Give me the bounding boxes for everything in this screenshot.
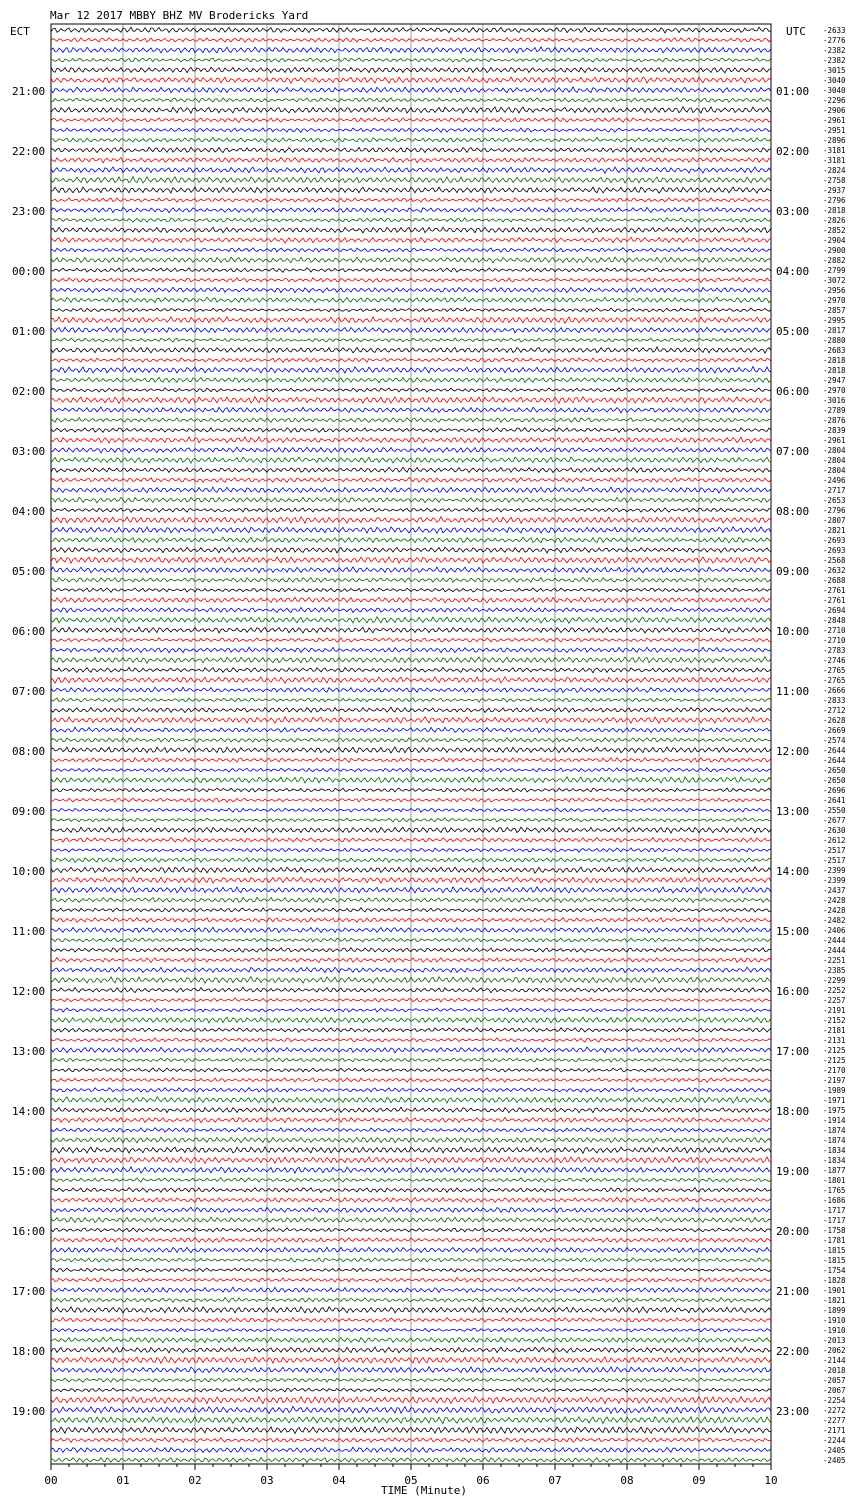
- trace-offset-label: -2904: [823, 236, 846, 245]
- trace-offset-label: -2628: [823, 716, 846, 725]
- left-hour-label: 04:00: [12, 505, 46, 518]
- trace-offset-label: -2437: [823, 886, 846, 895]
- trace-offset-label: -2796: [823, 506, 846, 515]
- trace-offset-label: -2818: [823, 356, 846, 365]
- trace-offset-label: -1781: [823, 1236, 846, 1245]
- left-hour-label: 16:00: [12, 1225, 46, 1238]
- x-tick-label: 08: [620, 1474, 634, 1487]
- trace-offset-label: -2653: [823, 496, 846, 505]
- trace-offset-label: -2650: [823, 766, 846, 775]
- trace-offset-label: -2669: [823, 726, 846, 735]
- trace-offset-label: -2517: [823, 856, 846, 865]
- trace-offset-label: -2783: [823, 646, 846, 655]
- trace-offset-label: -2937: [823, 186, 846, 195]
- left-hour-label: 21:00: [12, 85, 46, 98]
- left-hour-label: 19:00: [12, 1405, 46, 1418]
- trace-offset-label: -2550: [823, 806, 846, 815]
- left-hour-label: 01:00: [12, 325, 46, 338]
- trace-offset-label: -2152: [823, 1016, 846, 1025]
- trace-offset-label: -2296: [823, 96, 846, 105]
- trace-offset-label: -1874: [823, 1126, 846, 1135]
- trace-offset-label: -2839: [823, 426, 846, 435]
- right-hour-label: 10:00: [776, 625, 810, 638]
- trace-offset-label: -2882: [823, 256, 846, 265]
- trace-offset-label: -2013: [823, 1336, 846, 1345]
- trace-offset-label: -3040: [823, 86, 846, 95]
- left-hour-label: 17:00: [12, 1285, 46, 1298]
- chart-title: Mar 12 2017 MBBY BHZ MV Brodericks Yard: [50, 9, 309, 22]
- trace-offset-label: -2961: [823, 116, 846, 125]
- trace-offset-label: -2666: [823, 686, 846, 695]
- trace-offset-label: -2876: [823, 416, 846, 425]
- trace-offset-label: -2694: [823, 606, 846, 615]
- right-hour-label: 08:00: [776, 505, 810, 518]
- trace-offset-label: -2824: [823, 166, 846, 175]
- trace-offset-label: -2995: [823, 316, 846, 325]
- trace-offset-label: -2961: [823, 436, 846, 445]
- trace-offset-label: -1828: [823, 1276, 846, 1285]
- left-hour-label: 03:00: [12, 445, 46, 458]
- trace-offset-label: -2789: [823, 406, 846, 415]
- trace-offset-label: -2444: [823, 946, 846, 955]
- trace-offset-label: -2612: [823, 836, 846, 845]
- right-hour-label: 19:00: [776, 1165, 810, 1178]
- x-tick-label: 03: [260, 1474, 274, 1487]
- trace-offset-label: -2818: [823, 206, 846, 215]
- x-tick-label: 07: [548, 1474, 562, 1487]
- left-hour-label: 15:00: [12, 1165, 46, 1178]
- trace-offset-label: -2144: [823, 1356, 846, 1365]
- trace-offset-label: -2712: [823, 706, 846, 715]
- right-hour-label: 03:00: [776, 205, 810, 218]
- trace-offset-label: -1821: [823, 1296, 846, 1305]
- trace-offset-label: -2382: [823, 46, 846, 55]
- right-hour-label: 17:00: [776, 1045, 810, 1058]
- trace-offset-label: -2804: [823, 456, 846, 465]
- left-hour-label: 13:00: [12, 1045, 46, 1058]
- trace-offset-label: -1834: [823, 1156, 846, 1165]
- x-tick-label: 10: [764, 1474, 778, 1487]
- trace-offset-label: -2170: [823, 1066, 846, 1075]
- trace-offset-label: -2688: [823, 576, 846, 585]
- trace-offset-label: -2956: [823, 286, 846, 295]
- trace-offset-label: -2496: [823, 476, 846, 485]
- trace-offset-label: -1834: [823, 1146, 846, 1155]
- x-tick-label: 04: [332, 1474, 346, 1487]
- trace-offset-label: -1686: [823, 1196, 846, 1205]
- left-hour-label: 22:00: [12, 145, 46, 158]
- left-hour-label: 11:00: [12, 925, 46, 938]
- trace-offset-label: -2765: [823, 666, 846, 675]
- trace-offset-label: -2131: [823, 1036, 846, 1045]
- trace-offset-label: -2796: [823, 196, 846, 205]
- trace-offset-label: -2644: [823, 756, 846, 765]
- trace-offset-label: -2758: [823, 176, 846, 185]
- trace-offset-label: -2057: [823, 1376, 846, 1385]
- trace-offset-label: -2633: [823, 26, 846, 35]
- right-hour-label: 01:00: [776, 85, 810, 98]
- x-tick-label: 02: [188, 1474, 202, 1487]
- trace-offset-label: -2067: [823, 1386, 846, 1395]
- trace-offset-label: -2951: [823, 126, 846, 135]
- trace-offset-label: -2761: [823, 596, 846, 605]
- trace-offset-label: -1874: [823, 1136, 846, 1145]
- trace-offset-label: -2677: [823, 816, 846, 825]
- trace-offset-label: -2568: [823, 556, 846, 565]
- trace-offset-label: -1989: [823, 1086, 846, 1095]
- trace-offset-label: -1765: [823, 1186, 846, 1195]
- trace-offset-label: -3072: [823, 276, 846, 285]
- trace-offset-label: -2821: [823, 526, 846, 535]
- trace-offset-label: -2765: [823, 676, 846, 685]
- trace-offset-label: -2970: [823, 296, 846, 305]
- right-hour-label: 06:00: [776, 385, 810, 398]
- left-hour-label: 10:00: [12, 865, 46, 878]
- trace-offset-label: -1910: [823, 1316, 846, 1325]
- x-tick-label: 05: [404, 1474, 418, 1487]
- trace-offset-label: -3015: [823, 66, 846, 75]
- trace-offset-label: -2833: [823, 696, 846, 705]
- right-hour-label: 04:00: [776, 265, 810, 278]
- trace-offset-label: -2630: [823, 826, 846, 835]
- trace-offset-label: -2826: [823, 216, 846, 225]
- trace-offset-label: -2125: [823, 1046, 846, 1055]
- trace-offset-label: -3181: [823, 156, 846, 165]
- trace-offset-label: -2641: [823, 796, 846, 805]
- trace-offset-label: -1717: [823, 1206, 846, 1215]
- trace-offset-label: -2693: [823, 536, 846, 545]
- trace-offset-label: -2696: [823, 786, 846, 795]
- trace-offset-label: -2896: [823, 136, 846, 145]
- right-hour-label: 11:00: [776, 685, 810, 698]
- trace-offset-label: -2799: [823, 266, 846, 275]
- left-hour-label: 14:00: [12, 1105, 46, 1118]
- trace-offset-label: -2428: [823, 906, 846, 915]
- right-hour-label: 12:00: [776, 745, 810, 758]
- trace-offset-label: -2804: [823, 446, 846, 455]
- left-hour-label: 18:00: [12, 1345, 46, 1358]
- trace-offset-label: -2880: [823, 336, 846, 345]
- trace-offset-label: -1910: [823, 1326, 846, 1335]
- trace-offset-label: -1877: [823, 1166, 846, 1175]
- right-hour-label: 02:00: [776, 145, 810, 158]
- trace-offset-label: -2970: [823, 386, 846, 395]
- trace-offset-label: -2818: [823, 366, 846, 375]
- trace-offset-label: -3181: [823, 146, 846, 155]
- left-hour-label: 05:00: [12, 565, 46, 578]
- trace-offset-label: -2405: [823, 1446, 846, 1455]
- right-hour-label: 20:00: [776, 1225, 810, 1238]
- right-hour-label: 14:00: [776, 865, 810, 878]
- trace-offset-label: -2272: [823, 1406, 846, 1415]
- trace-offset-label: -2710: [823, 636, 846, 645]
- trace-offset-label: -2710: [823, 626, 846, 635]
- trace-offset-label: -2299: [823, 976, 846, 985]
- trace-offset-label: -2252: [823, 986, 846, 995]
- trace-offset-label: -2382: [823, 56, 846, 65]
- trace-offset-label: -2244: [823, 1436, 846, 1445]
- right-hour-label: 15:00: [776, 925, 810, 938]
- trace-offset-label: -1815: [823, 1246, 846, 1255]
- left-hour-label: 08:00: [12, 745, 46, 758]
- trace-offset-label: -1801: [823, 1176, 846, 1185]
- left-hour-label: 23:00: [12, 205, 46, 218]
- left-hour-label: 00:00: [12, 265, 46, 278]
- trace-offset-label: -1914: [823, 1116, 846, 1125]
- x-tick-label: 01: [116, 1474, 130, 1487]
- left-hour-label: 02:00: [12, 385, 46, 398]
- trace-offset-label: -2746: [823, 656, 846, 665]
- trace-offset-label: -2776: [823, 36, 846, 45]
- trace-offset-label: -2257: [823, 996, 846, 1005]
- trace-offset-label: -1899: [823, 1306, 846, 1315]
- trace-offset-label: -2428: [823, 896, 846, 905]
- trace-offset-label: -2251: [823, 956, 846, 965]
- right-hour-label: 07:00: [776, 445, 810, 458]
- trace-offset-label: -2761: [823, 586, 846, 595]
- trace-offset-label: -2852: [823, 226, 846, 235]
- trace-offset-label: -2277: [823, 1416, 846, 1425]
- trace-offset-label: -2405: [823, 1456, 846, 1465]
- right-hour-label: 13:00: [776, 805, 810, 818]
- trace-offset-label: -2191: [823, 1006, 846, 1015]
- trace-offset-label: -2632: [823, 566, 846, 575]
- trace-offset-label: -2947: [823, 376, 846, 385]
- trace-offset-label: -2644: [823, 746, 846, 755]
- trace-offset-label: -2385: [823, 966, 846, 975]
- trace-offset-label: -2254: [823, 1396, 846, 1405]
- trace-offset-label: -2018: [823, 1366, 846, 1375]
- right-hour-label: 09:00: [776, 565, 810, 578]
- trace-offset-label: -1901: [823, 1286, 846, 1295]
- trace-offset-label: -3016: [823, 396, 846, 405]
- trace-offset-label: -2171: [823, 1426, 846, 1435]
- left-hour-label: 12:00: [12, 985, 46, 998]
- right-hour-label: 05:00: [776, 325, 810, 338]
- trace-offset-label: -2125: [823, 1056, 846, 1065]
- trace-offset-label: -2399: [823, 866, 846, 875]
- trace-offset-label: -2817: [823, 326, 846, 335]
- trace-offset-label: -1975: [823, 1106, 846, 1115]
- left-hour-label: 09:00: [12, 805, 46, 818]
- trace-offset-label: -2399: [823, 876, 846, 885]
- x-tick-label: 09: [692, 1474, 706, 1487]
- trace-offset-label: -2482: [823, 916, 846, 925]
- right-hour-label: 18:00: [776, 1105, 810, 1118]
- left-hour-label: 07:00: [12, 685, 46, 698]
- trace-offset-label: -2693: [823, 546, 846, 555]
- right-hour-label: 21:00: [776, 1285, 810, 1298]
- trace-offset-label: -2857: [823, 306, 846, 315]
- left-timezone-label: ECT: [10, 25, 30, 38]
- trace-offset-label: -2181: [823, 1026, 846, 1035]
- trace-offset-label: -2444: [823, 936, 846, 945]
- trace-offset-label: -1815: [823, 1256, 846, 1265]
- right-hour-label: 16:00: [776, 985, 810, 998]
- trace-offset-label: -3040: [823, 76, 846, 85]
- trace-offset-label: -2848: [823, 616, 846, 625]
- trace-offset-label: -2804: [823, 466, 846, 475]
- trace-offset-label: -2197: [823, 1076, 846, 1085]
- left-hour-label: 06:00: [12, 625, 46, 638]
- right-hour-label: 23:00: [776, 1405, 810, 1418]
- trace-offset-label: -2906: [823, 106, 846, 115]
- right-timezone-label: UTC: [786, 25, 806, 38]
- x-axis-label: TIME (Minute): [380, 1484, 468, 1497]
- x-tick-label: 00: [44, 1474, 58, 1487]
- trace-offset-label: -2517: [823, 846, 846, 855]
- right-hour-label: 22:00: [776, 1345, 810, 1358]
- x-tick-label: 06: [476, 1474, 490, 1487]
- trace-offset-label: -2807: [823, 516, 846, 525]
- trace-offset-label: -2683: [823, 346, 846, 355]
- trace-offset-label: -2650: [823, 776, 846, 785]
- trace-offset-label: -2574: [823, 736, 846, 745]
- trace-offset-label: -2406: [823, 926, 846, 935]
- trace-offset-label: -1758: [823, 1226, 846, 1235]
- trace-offset-label: -2717: [823, 486, 846, 495]
- trace-offset-label: -1754: [823, 1266, 846, 1275]
- trace-offset-label: -1971: [823, 1096, 846, 1105]
- trace-offset-label: -1717: [823, 1216, 846, 1225]
- trace-offset-label: -2062: [823, 1346, 846, 1355]
- trace-offset-label: -2900: [823, 246, 846, 255]
